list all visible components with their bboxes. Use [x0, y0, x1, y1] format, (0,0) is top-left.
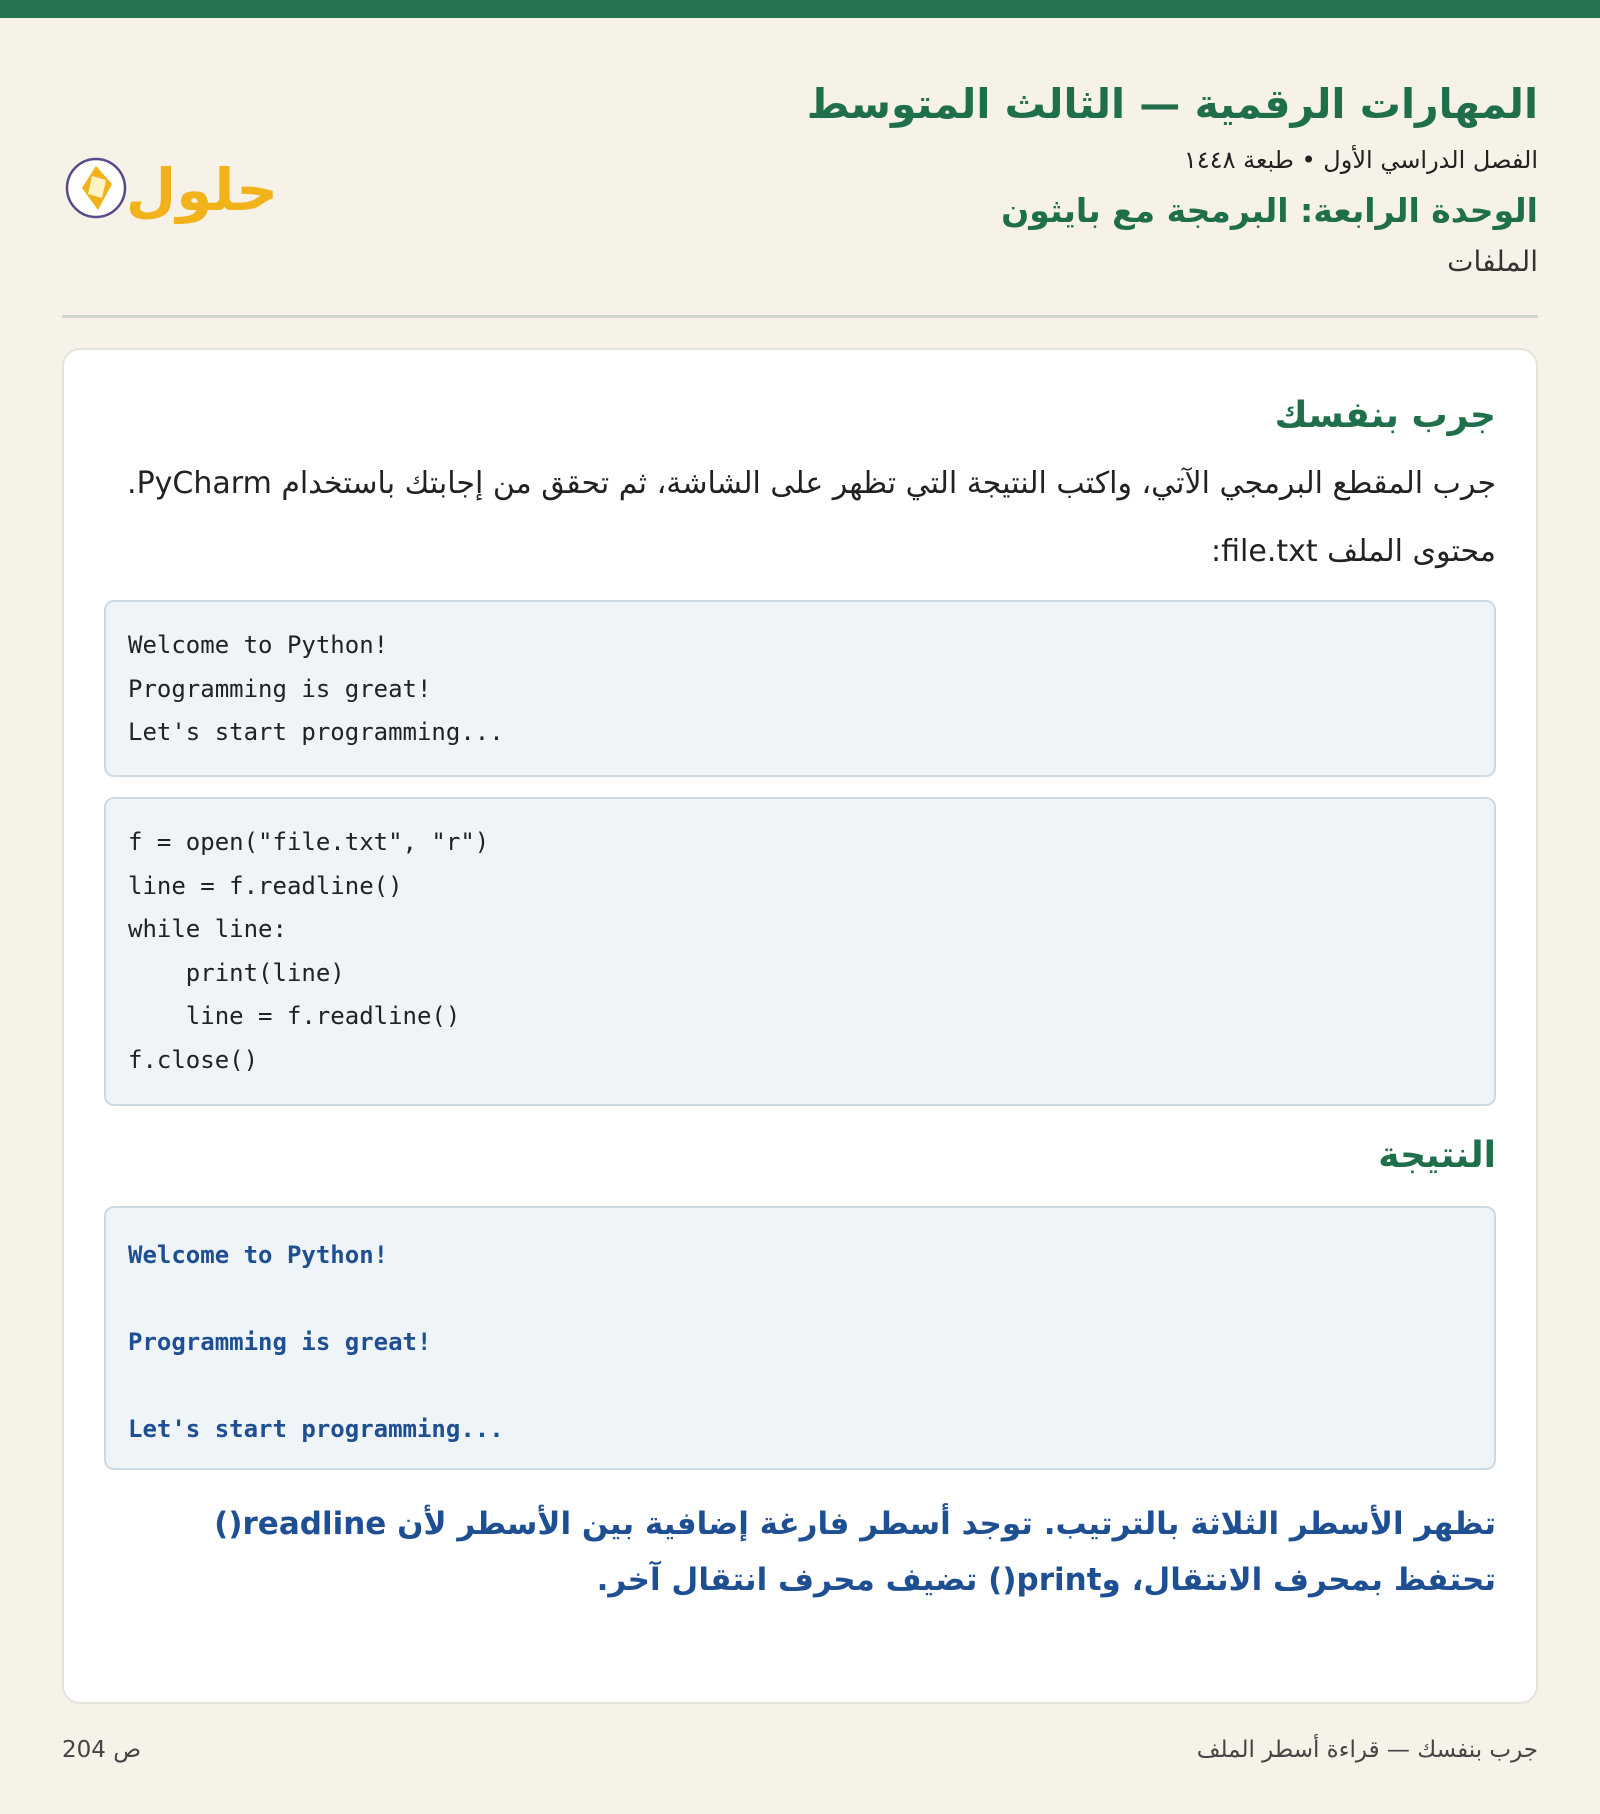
header-text-block [807, 78, 1538, 280]
result-output-box [104, 1206, 1496, 1470]
logo-wordmark: حلول [125, 156, 279, 224]
output-line: Welcome to Python! [128, 1241, 389, 1269]
unit-title: الوحدة الرابعة: البرمجة مع بايثون [1001, 191, 1538, 230]
output-blank-line [128, 1365, 1472, 1409]
footer-caption: جرب بنفسك — قراءة أسطر الملف [1196, 1737, 1538, 1763]
output-line: Programming is great! [128, 1328, 432, 1356]
explanation-note: تظهر الأسطر الثلاثة بالترتيب. توجد أسطر فارغة إضافية بين الأسطر لأن readline() تحتفظ بمحرف الانتقال، وprint() تضيف محرف انتقال آخر. [214, 1506, 1496, 1598]
file-content-label: محتوى الملف file.txt: [1211, 534, 1496, 569]
code-line: f = open("file.txt", "r") [128, 828, 490, 856]
file-content-box [104, 600, 1496, 777]
code-line: line = f.readline() [128, 1002, 461, 1030]
exercise-card [62, 348, 1538, 1704]
result-title: النتيجة [1378, 1135, 1496, 1176]
code-line: while line: [128, 915, 287, 943]
top-accent-bar [0, 0, 1600, 18]
instructions-text: جرب المقطع البرمجي الآتي، واكتب النتيجة التي تظهر على الشاشة، ثم تحقق من إجابتك باستخدام PyCharm. [127, 466, 1496, 501]
code-line: f.close() [128, 1045, 259, 1074]
output-blank-line [128, 1278, 1472, 1322]
book-title: المهارات الرقمية — الثالث المتوسط [806, 80, 1538, 128]
file-line: Programming is great! [128, 674, 432, 703]
section-title: جرب بنفسك [1274, 395, 1496, 436]
lesson-title: الملفات [1447, 245, 1538, 278]
python-code-box [104, 797, 1496, 1106]
page-number: ص 204 [62, 1737, 142, 1763]
page-header [62, 78, 1538, 318]
semester-info: الفصل الدراسي الأول • طبعة ١٤٤٨ [1183, 146, 1538, 174]
code-line: print(line) [128, 958, 345, 987]
file-line: Let's start programming... [128, 718, 504, 746]
hulul-logo [62, 138, 282, 238]
code-line: line = f.readline() [128, 871, 403, 900]
output-line: Let's start programming... [128, 1415, 504, 1443]
file-line: Welcome to Python! [128, 631, 389, 659]
